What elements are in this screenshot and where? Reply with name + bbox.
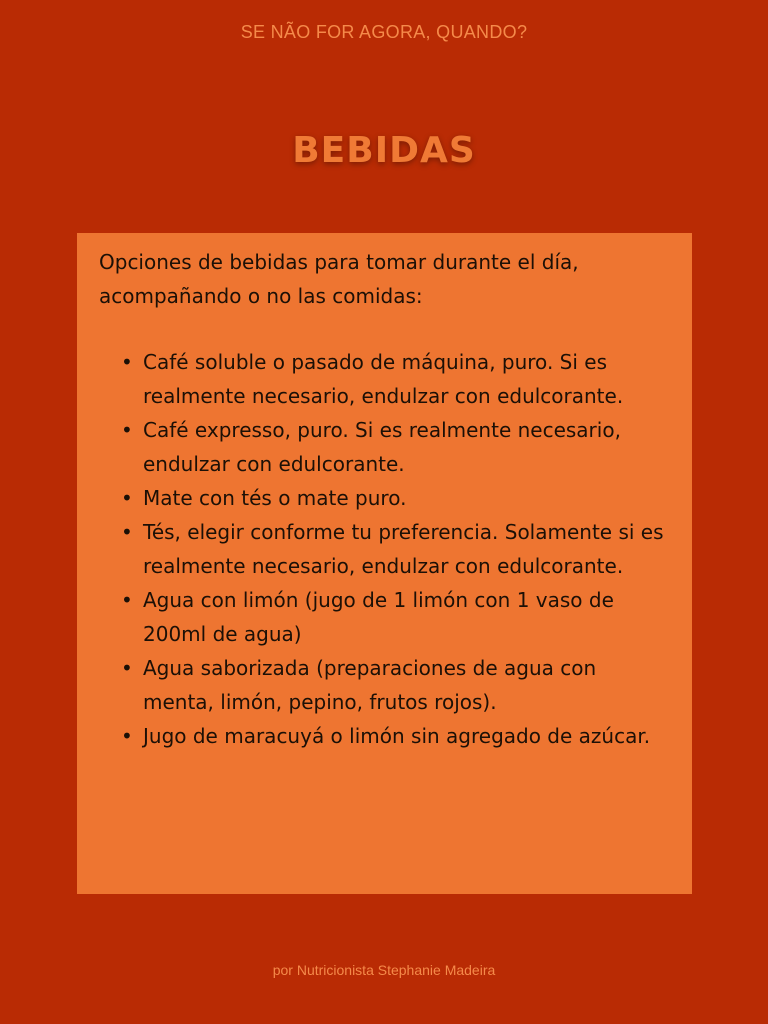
list-item-text: Mate con tés o mate puro.	[143, 486, 407, 510]
list-item-text: Café expresso, puro. Si es realmente necesario, endulzar con edulcorante.	[143, 418, 621, 476]
tagline: SE NÃO FOR AGORA, QUANDO?	[240, 22, 528, 42]
page-title: BEBIDAS	[292, 130, 476, 171]
list-item	[121, 583, 668, 651]
list-item	[121, 719, 668, 753]
list-item-text: Agua saborizada (preparaciones de agua con menta, limón, pepino, frutos rojos).	[143, 656, 597, 714]
bullet-icon: •	[121, 520, 133, 544]
intro-text: Opciones de bebidas para tomar durante el día, acompañando o no las comidas:	[99, 250, 579, 308]
list-item	[121, 345, 668, 413]
list-item-text: Agua con limón (jugo de 1 limón con 1 vaso de 200ml de agua)	[143, 588, 614, 646]
bullet-icon: •	[121, 486, 133, 510]
list-item	[121, 651, 668, 719]
list-item	[121, 515, 668, 583]
list-item-text: Jugo de maracuyá o limón sin agregado de azúcar.	[143, 724, 651, 748]
list-item	[121, 413, 668, 481]
content-card	[77, 233, 692, 894]
beverage-list	[99, 345, 668, 753]
list-item-text: Café soluble o pasado de máquina, puro. Si es realmente necesario, endulzar con edulcorante.	[143, 350, 624, 408]
bullet-icon: •	[121, 588, 133, 612]
bullet-icon: •	[121, 418, 133, 442]
list-item	[121, 481, 668, 515]
list-item-text: Tés, elegir conforme tu preferencia. Solamente si es realmente necesario, endulzar con edulcorante.	[143, 520, 664, 578]
bullet-icon: •	[121, 656, 133, 680]
bullet-icon: •	[121, 350, 133, 374]
author-credit: por Nutricionista Stephanie Madeira	[272, 962, 496, 978]
bullet-icon: •	[121, 724, 133, 748]
